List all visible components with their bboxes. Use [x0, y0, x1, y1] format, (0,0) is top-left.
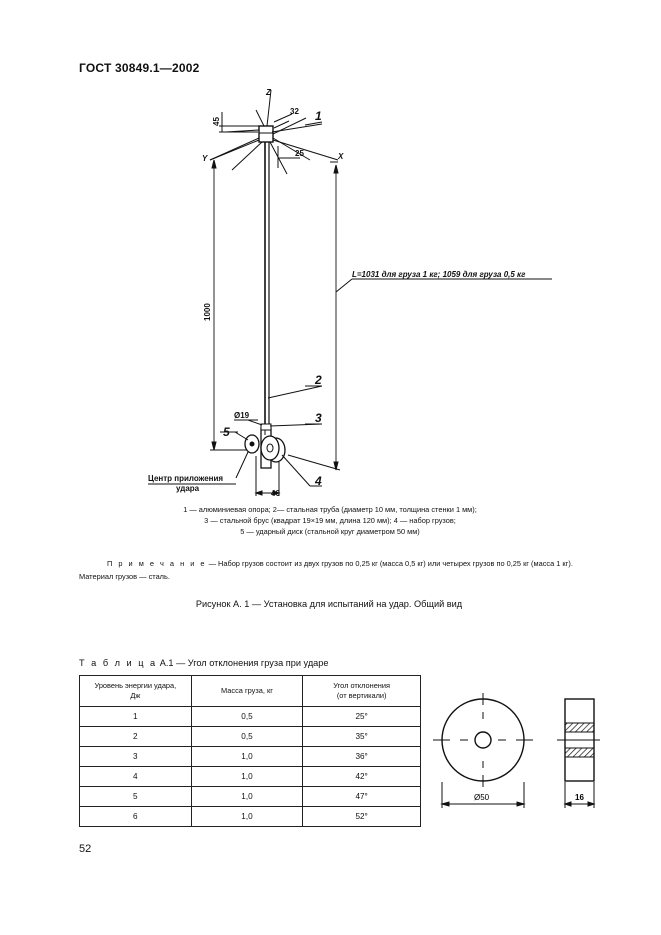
legend-line-3: 5 — ударный диск (стальной круг диаметром 50 мм): [240, 527, 420, 536]
legend-line-2: 3 — стальной брус (квадрат 19×19 мм, длина 120 мм); 4 — набор грузов;: [204, 516, 456, 525]
cell-mass: 1,0: [191, 787, 303, 807]
cell-angle: 52°: [303, 807, 421, 827]
table-row: [80, 707, 421, 727]
dim-dia19: Ø19: [234, 411, 250, 420]
cell-angle: 25°: [303, 707, 421, 727]
dim-1000: 1000: [203, 303, 212, 321]
document-header: ГОСТ 30849.1—2002: [79, 61, 200, 75]
cell-energy: 4: [80, 767, 192, 787]
aluminium-support: [259, 126, 273, 142]
dim-L: L=1031 для груза 1 кг; 1059 для груза 0,5 кг: [352, 270, 526, 279]
dim-40: 40: [271, 489, 280, 498]
dim-25: 25: [295, 149, 304, 158]
cell-angle: 36°: [303, 747, 421, 767]
cell-angle: 42°: [303, 767, 421, 787]
disk-front-view: [442, 699, 524, 781]
cell-angle: 35°: [303, 727, 421, 747]
disk-diameter-label: Ø50: [474, 793, 490, 802]
cell-energy: 2: [80, 727, 192, 747]
table-row: [80, 727, 421, 747]
page-number: 52: [79, 843, 92, 855]
deflection-table: [79, 675, 421, 827]
table-title: [79, 658, 329, 668]
table-row: [80, 787, 421, 807]
disk-hole: [475, 732, 491, 748]
header-mass: Масса груза, кг: [191, 676, 303, 707]
legend-line-1: 1 — алюминиевая опора; 2— стальная труба (диаметр 10 мм, толщина стенки 1 мм);: [183, 505, 477, 514]
figure-note: [79, 557, 619, 583]
disk-thickness-label: 16: [575, 793, 584, 802]
note-text: — Набор грузов состоит из двух грузов по 0,25 кг (масса 0,5 кг) или четырех грузов по 0,25 кг (масса 1 кг).: [206, 559, 573, 568]
impact-center-label-line1: Центр приложения: [148, 474, 224, 483]
table-row: [80, 807, 421, 827]
note-text-2: Материал грузов — сталь.: [79, 572, 170, 581]
figure-caption: Рисунок А. 1 — Установка для испытаний на удар. Общий вид: [195, 599, 463, 609]
cell-mass: 0,5: [191, 727, 303, 747]
cell-energy: 6: [80, 807, 192, 827]
cell-mass: 1,0: [191, 807, 303, 827]
table-header-row: [80, 676, 421, 707]
impact-center-label-line2: удара: [176, 484, 200, 493]
cell-energy: 1: [80, 707, 192, 727]
callout-5: 5: [223, 425, 230, 439]
dim-45: 45: [212, 117, 221, 126]
figure-legend: [110, 504, 550, 537]
table-row: [80, 767, 421, 787]
header-angle: Угол отклонения (от вертикали): [303, 676, 421, 707]
callout-1: 1: [315, 109, 322, 123]
table-row: [80, 747, 421, 767]
callout-3: 3: [315, 411, 322, 425]
note-label: П р и м е ч а н и е: [107, 559, 207, 568]
callout-4: 4: [315, 474, 322, 488]
cell-mass: 0,5: [191, 707, 303, 727]
callout-2: 2: [315, 373, 322, 387]
cell-energy: 5: [80, 787, 192, 807]
axis-y-label: Y: [202, 154, 208, 163]
table-title-text: А.1 — Угол отклонения груза при ударе: [157, 658, 329, 668]
table-label: Т а б л и ц а: [79, 658, 158, 668]
axis-x-label: X: [338, 152, 344, 161]
cell-mass: 1,0: [191, 747, 303, 767]
header-energy: Уровень энергии удара, Дж: [80, 676, 192, 707]
dim-32: 32: [290, 107, 299, 116]
cell-angle: 47°: [303, 787, 421, 807]
disk-drawing: [433, 693, 600, 808]
cell-mass: 1,0: [191, 767, 303, 787]
axis-z-label: Z: [266, 88, 271, 97]
cell-energy: 3: [80, 747, 192, 767]
